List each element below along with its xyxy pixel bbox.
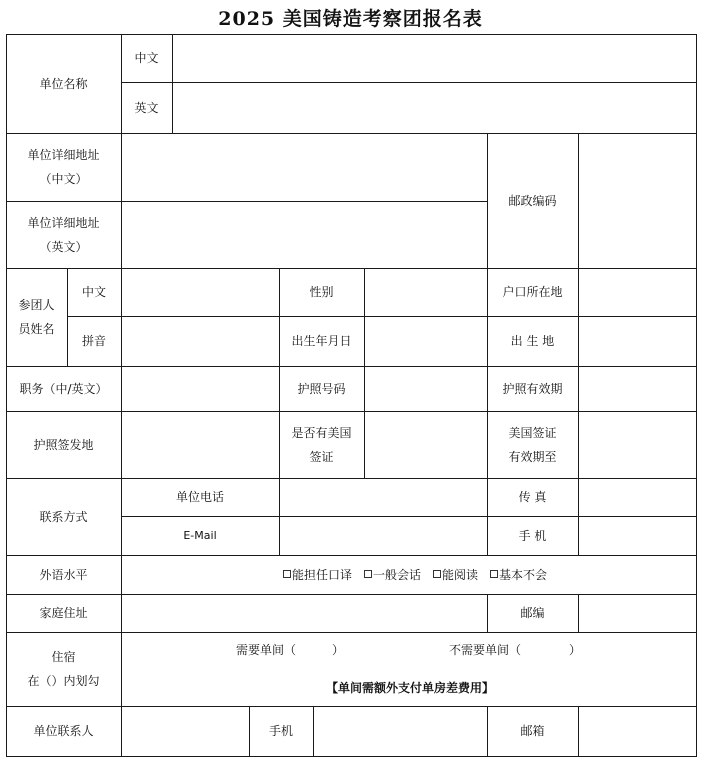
us-visa-field[interactable] [365, 412, 487, 478]
address-chinese-label: 单位详细地址 （中文） [27, 148, 100, 186]
no-single-room-option[interactable]: 不需要单间（ ） [448, 643, 581, 657]
address-english-label: 单位详细地址 （英文） [27, 215, 100, 254]
passport-number-label: 护照号码 [297, 381, 346, 396]
mobile-field[interactable] [579, 517, 696, 555]
unit-name-chinese-field[interactable] [173, 35, 696, 82]
unit-name-english-label: 英文 [134, 100, 159, 115]
unit-contact-mobile-label: 手机 [268, 724, 293, 738]
email-field[interactable] [280, 517, 487, 555]
position-field[interactable] [122, 367, 279, 411]
postcode-field[interactable] [579, 134, 696, 268]
home-address-field[interactable] [122, 595, 487, 632]
passport-number-field[interactable] [365, 367, 487, 411]
gender-label: 性别 [309, 285, 334, 299]
hukou-field[interactable] [579, 269, 696, 316]
unit-name-label: 单位名称 [39, 76, 88, 91]
member-pinyin-field[interactable] [122, 317, 279, 366]
passport-validity-field[interactable] [579, 367, 696, 411]
birthplace-field[interactable] [579, 317, 696, 366]
birth-date-field[interactable] [365, 317, 487, 366]
gender-field[interactable] [365, 269, 487, 316]
single-room-option[interactable]: 需要单间（ ） [235, 643, 344, 657]
hukou-label: 户口所在地 [502, 285, 563, 299]
home-postcode-field[interactable] [579, 595, 696, 632]
checkbox-icon [490, 570, 498, 578]
postcode-label: 邮政编码 [508, 193, 557, 208]
language-option-reading[interactable]: 能阅读 [433, 563, 478, 587]
unit-contact-email-label: 邮箱 [520, 724, 545, 738]
member-name-label: 参团人 员姓名 [18, 298, 55, 336]
language-option-interpret[interactable]: 能担任口译 [283, 563, 352, 587]
unit-name-english-field[interactable] [173, 83, 696, 133]
position-label: 职务（中/英文） [19, 381, 108, 396]
unit-phone-field[interactable] [280, 479, 487, 516]
unit-contact-field[interactable] [122, 707, 249, 756]
language-option-conversation[interactable]: 一般会话 [364, 563, 421, 587]
fax-label: 传 真 [518, 490, 547, 504]
member-chinese-field[interactable] [122, 269, 279, 316]
language-option-none[interactable]: 基本不会 [490, 563, 547, 587]
birthplace-label: 出 生 地 [510, 334, 555, 348]
language-label: 外语水平 [39, 567, 88, 582]
address-chinese-field[interactable] [122, 134, 487, 201]
visa-expiry-field[interactable] [579, 412, 696, 478]
member-pinyin-label: 拼音 [81, 334, 106, 348]
home-postcode-label: 邮编 [520, 606, 545, 620]
us-visa-label: 是否有美国 签证 [291, 425, 352, 464]
unit-contact-label: 单位联系人 [33, 724, 94, 738]
lodging-label: 住宿 在（）内划勾 [27, 650, 100, 688]
passport-issue-place-label: 护照签发地 [33, 437, 94, 452]
checkbox-icon [283, 570, 291, 578]
language-options [230, 555, 600, 594]
passport-issue-place-field[interactable] [122, 412, 279, 478]
fax-field[interactable] [579, 479, 696, 516]
birth-date-label: 出生年月日 [291, 334, 352, 348]
form-title: 2025 美国铸造考察团报名表 [218, 8, 483, 30]
contact-label: 联系方式 [39, 509, 88, 524]
checkbox-icon [433, 570, 441, 578]
address-english-field[interactable] [122, 202, 487, 268]
passport-validity-label: 护照有效期 [502, 381, 563, 396]
mobile-label: 手 机 [518, 528, 547, 543]
unit-phone-label: 单位电话 [175, 490, 224, 504]
unit-contact-email-field[interactable] [579, 707, 696, 756]
home-address-label: 家庭住址 [39, 606, 88, 620]
unit-name-chinese-label: 中文 [134, 51, 159, 65]
checkbox-icon [364, 570, 372, 578]
email-label: E-Mail [183, 528, 217, 542]
member-chinese-label: 中文 [81, 285, 106, 299]
unit-contact-mobile-field[interactable] [314, 707, 487, 756]
visa-expiry-label: 美国签证 有效期至 [508, 425, 557, 464]
single-room-note: 【单间需额外支付单房差费用】 [325, 681, 494, 695]
